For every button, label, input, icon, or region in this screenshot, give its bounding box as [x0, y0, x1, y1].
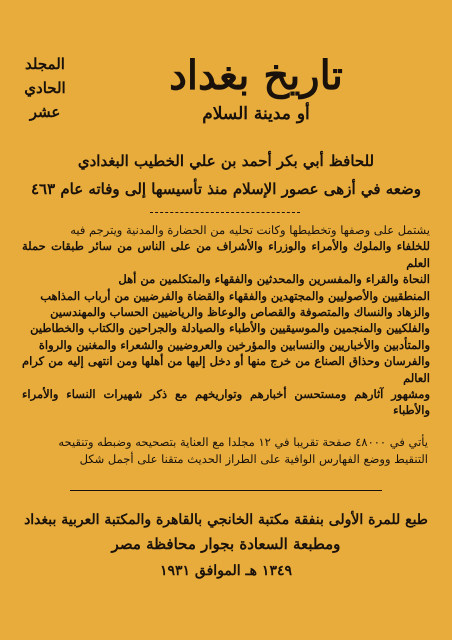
- description-line: يشتمل على وصفها وتخطيطها وكانت تحليه من الحضارة والمدنية ويترجم فيه: [70, 223, 430, 237]
- book-title: تاريخ بغداد: [169, 52, 343, 99]
- publisher-line-2: ومطبعة السعادة بجوار محافظة مصر: [111, 535, 341, 553]
- description-line: للخلفاء والملوك والأمراء والوزراء والأشراف من على الناس من سائر طبقات حملة العلم: [22, 239, 430, 270]
- description-line: ومشهور آثارهم ومستحسن أخبارهم وتواريخهم مع ذكر شهيرات النساء والأمراء والأطباء: [22, 387, 430, 418]
- description-line: والفلكيين والمنجمين والموسيقيين والأطباء والصيادلة والجراحين والكتاب والخطاطين: [30, 321, 430, 336]
- specs-line-2: التنقيط ووضع الفهارس الوافية على الطراز الحديث متقنا على أجمل شكل: [79, 452, 428, 466]
- description-line: والفرسان وحذاق الصناع من خرج منها أو دخل إليها من أهلها ومن انتهى إليه من كرام العالم: [22, 354, 430, 385]
- specs-line-1: يأتي في ٤٨٠٠٠ صفحة تقريبا في ١٢ مجلدا مع العناية بتصحيحه وضبطه وتنقيحه: [58, 435, 428, 449]
- description-line: المنطقيين والأصوليين والمجتهدين والفقهاء والقضاة والفرضيين من أرباب المذاهب: [40, 288, 430, 303]
- description-line: النحاة والقراء والمفسرين والمحدثين والفقهاء والمتكلمين من أهل: [118, 272, 430, 287]
- separator-rule: [70, 490, 382, 491]
- publisher-block: [22, 508, 430, 556]
- description-line: والزهاد والنساك والمتصوفة والقصاص والوعاظ والرياضيين الحساب والمهندسين: [50, 305, 430, 320]
- publication-date: ١٣٤٩ هـ الموافق ١٩٣١: [159, 563, 292, 579]
- divider: [150, 212, 300, 213]
- specs-block: [24, 434, 428, 468]
- volume-line-3: عشر: [29, 103, 61, 121]
- book-subtitle: أو مدينة السلام: [202, 104, 310, 124]
- volume-line-2: الحادي: [24, 79, 66, 97]
- title-block: [90, 50, 422, 126]
- publisher-line-1: طبع للمرة الأولى بنفقة مكتبة الخانجي بالقاهرة والمكتبة العربية ببغداد: [24, 512, 428, 528]
- volume-label: [10, 52, 80, 124]
- volume-line-1: المجلد: [25, 55, 65, 73]
- scope-line: وضعه في أزهى عصور الإسلام منذ تأسيسها إلى وفاته عام ٤٦٣: [30, 180, 422, 198]
- description-block: [22, 222, 430, 419]
- description-line: والمتأدبين والأخباريين والنسابين والمؤرخين والعروضيين والشعراء والمغنين والرواة: [38, 337, 430, 352]
- author-line: للحافظ أبي بكر أحمد بن علي الخطيب البغدادي: [77, 152, 375, 170]
